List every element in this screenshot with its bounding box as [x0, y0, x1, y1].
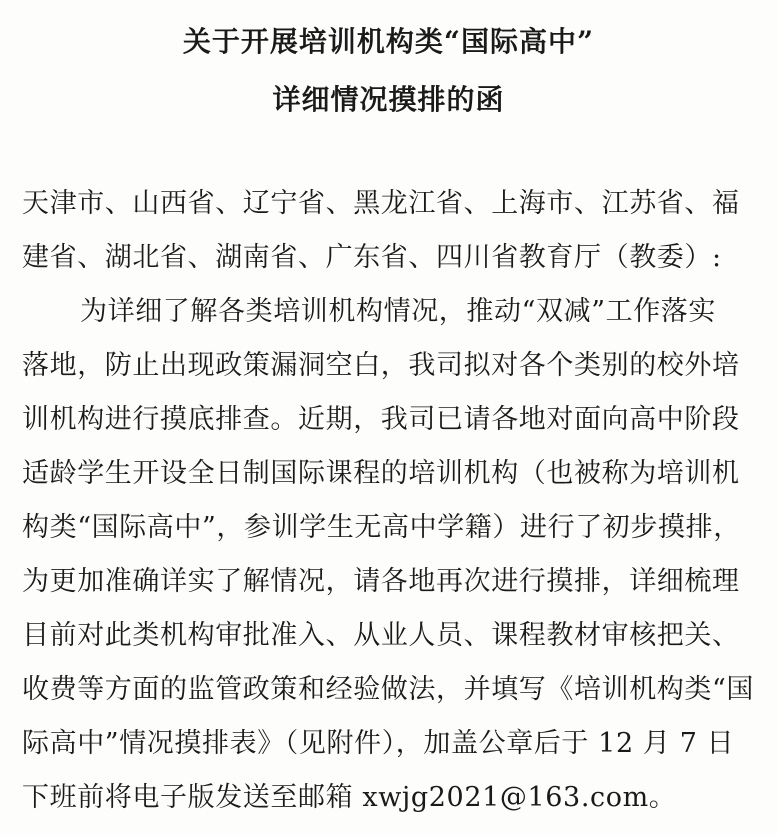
document-title-line-1: 关于开展培训机构类“国际高中”	[182, 25, 595, 58]
body-line-3: 训机构进行摸底排查。近期，我司已请各地对面向高中阶段	[22, 404, 740, 435]
body-line-1: 为详细了解各类培训机构情况，推动“双减”工作落实	[80, 296, 717, 327]
body-line-9: 际高中”情况摸排表》（见附件），加盖公章后于 12 月 7 日	[22, 728, 735, 759]
body-line-6: 为更加准确详实了解情况，请各地再次进行摸排，详细梳理	[22, 566, 740, 597]
document-title-line-2: 详细情况摸排的函	[272, 83, 505, 116]
body-line-5: 构类“国际高中”，参训学生无高中学籍）进行了初步摸排，	[22, 512, 741, 543]
body-line-2: 落地，防止出现政策漏洞空白，我司拟对各个类别的校外培	[22, 350, 740, 381]
body-line-10-email: 下班前将电子版发送至邮箱 xwjg2021@163.com。	[22, 782, 677, 813]
addressee-line-2: 建省、湖北省、湖南省、广东省、四川省教育厅（教委）:	[22, 242, 722, 273]
addressee-line-1: 天津市、山西省、辽宁省、黑龙江省、上海市、江苏省、福	[22, 188, 740, 219]
body-line-4: 适龄学生开设全日制国际课程的培训机构（也被称为培训机	[22, 458, 740, 489]
body-line-8: 收费等方面的监管政策和经验做法，并填写《培训机构类“国	[22, 674, 755, 705]
body-line-7: 目前对此类机构审批准入、从业人员、课程教材审核把关、	[22, 620, 740, 651]
